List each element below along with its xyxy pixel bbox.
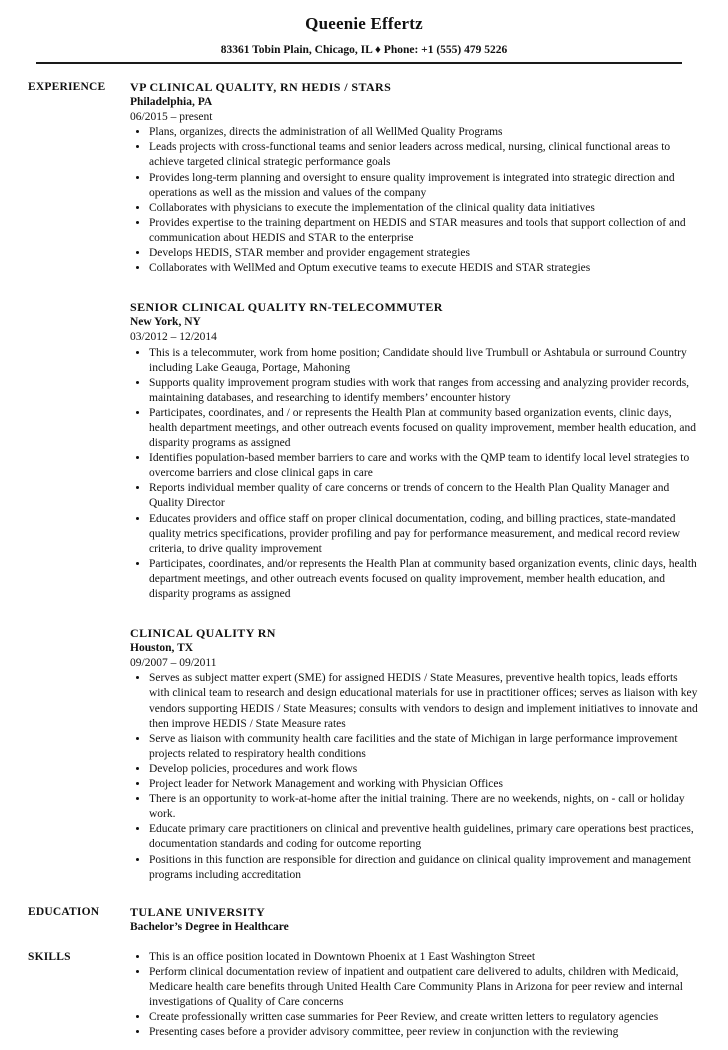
job-dates: 09/2007 – 09/2011	[130, 657, 217, 670]
section-label-experience: EXPERIENCE	[28, 81, 106, 93]
job-dates: 06/2015 – present	[130, 111, 213, 124]
contact-line: 83361 Tobin Plain, Chicago, IL ♦ Phone: +1 (555) 479 5226	[220, 44, 508, 56]
bullet-item: • Collaborates with physicians to execute the implementation of the clinical quality data initiatives	[149, 201, 700, 216]
bullet-item: • Collaborates with WellMed and Optum executive teams to execute HEDIS and STAR strategies	[149, 261, 700, 276]
bullet-item: • Leads projects with cross-functional teams and senior leaders across medical, nursing, clinical functional areas to achieve targeted clinical strategic performance goals	[149, 140, 700, 170]
bullet-item: • Supports quality improvement program studies with work that ranges from accessing and analyzing provider records, maintaining databases, and researching to identify members’ encounter history	[149, 376, 700, 406]
job-dates: 03/2012 – 12/2014	[130, 331, 217, 344]
bullet-item: • Serves as subject matter expert (SME) for assigned HEDIS / State Measures, preventive health topics, leads efforts with clinical team to research and design educational materials for use in practitioner offices; serves as liaison with key vendors supporting HEDIS / State Measures; consults with vendors to design and implement initiatives to innovate and then improve HEDIS / State Measure rates	[149, 671, 700, 731]
bullet-item: • Perform clinical documentation review of inpatient and outpatient care delivered to adults, children with Medicaid, Medicare health care benefits through United Health Care Community Plans in Arizona for peer review and internal investigations of Quality of Care concerns	[149, 965, 700, 1010]
bullet-item: • This is a telecommuter, work from home position; Candidate should live Trumbull or Ashtabula or surround Country including Lake Geauga, Portage, Mahoning	[149, 346, 700, 376]
job-bullet-list	[130, 125, 700, 276]
job-location: New York, NY	[130, 316, 201, 329]
job-location: Houston, TX	[130, 642, 194, 655]
bullet-item: • Develops HEDIS, STAR member and provider engagement strategies	[149, 246, 700, 261]
experience-section	[0, 80, 728, 905]
bullet-item: • Provides expertise to the training department on HEDIS and STAR measures and tools that support collection of and communication about HEDIS and STAR to the enterprise	[149, 216, 700, 246]
job-entry-3	[130, 626, 700, 883]
education-content	[130, 905, 728, 935]
job-title: CLINICAL QUALITY RN	[130, 626, 276, 641]
bullet-item: • Positions in this function are responsible for direction and guidance on clinical quality improvement and management programs including accreditation	[149, 853, 700, 883]
bullet-item: • Create professionally written case summaries for Peer Review, and create written letters to regulatory agencies	[149, 1010, 700, 1025]
section-label-education: EDUCATION	[28, 905, 100, 918]
bullet-item: • Participates, coordinates, and/or represents the Health Plan at community based organization events, clinic days, health department meetings, and other outreach events focused on quality improvement, member health education, and disparity programs as assigned	[149, 557, 700, 602]
resume-name: Queenie Effertz	[305, 14, 423, 33]
job-entry-2	[130, 300, 700, 602]
job-entry-1	[130, 80, 700, 276]
job-bullet-list	[130, 671, 700, 882]
job-title: SENIOR CLINICAL QUALITY RN-TELECOMMUTER	[130, 300, 443, 315]
bullet-item: • There is an opportunity to work-at-home after the initial training. There are no weekends, nights, on - call or holiday work.	[149, 792, 700, 822]
section-label-skills: SKILLS	[28, 950, 71, 963]
job-bullet-list	[130, 346, 700, 603]
bullet-item: • Presenting cases before a provider advisory committee, peer review in conjunction with the reviewing	[149, 1025, 700, 1040]
bullet-item: • Reports individual member quality of care concerns or trends of concern to the Health Plan Quality Manager and Quality Director	[149, 481, 700, 511]
bullet-item: • Develop policies, procedures and work flows	[149, 762, 700, 777]
education-school: TULANE UNIVERSITY	[130, 904, 266, 919]
bullet-item: • Educate primary care practitioners on clinical and preventive health guidelines, primary care operations best practices, documentation standards and coding for outcome reporting	[149, 822, 700, 852]
bullet-item: • Educates providers and office staff on proper clinical documentation, coding, and billing practices, state-mandated quality metrics specifications, provider profiling and pay for performance measurement, and medical record review criteria, to drive quality improvement	[149, 512, 700, 557]
education-section	[0, 905, 728, 935]
bullet-item: • Serve as liaison with community health care facilities and the state of Michigan in large performance improvement projects related to respiratory health conditions	[149, 732, 700, 762]
skills-section	[0, 950, 728, 1041]
bullet-item: • Provides long-term planning and oversight to ensure quality improvement is integrated into strategic direction and operations as well as the mission and values of the company	[149, 171, 700, 201]
bullet-item: • Project leader for Network Management and working with Physician Offices	[149, 777, 700, 792]
bullet-item: • Identifies population-based member barriers to care and works with the QMP team to identify local level strategies to overcome barriers and close clinical gaps in care	[149, 451, 700, 481]
job-location: Philadelphia, PA	[130, 96, 213, 109]
education-degree: Bachelor’s Degree in Healthcare	[130, 920, 289, 933]
bullet-item: • Participates, coordinates, and / or represents the Health Plan at community based organization events, clinic days, health department meetings, and other outreach events focused on quality improvement, member health education, and disparity programs as assigned	[149, 406, 700, 451]
experience-content	[130, 80, 728, 905]
skills-bullet-list	[130, 950, 700, 1041]
bullet-item: • Plans, organizes, directs the administration of all WellMed Quality Programs	[149, 125, 700, 140]
header-divider	[36, 62, 682, 64]
bullet-item: • This is an office position located in Downtown Phoenix at 1 East Washington Street	[149, 950, 700, 965]
job-title: VP CLINICAL QUALITY, RN HEDIS / STARS	[130, 80, 392, 94]
skills-content	[130, 950, 728, 1041]
